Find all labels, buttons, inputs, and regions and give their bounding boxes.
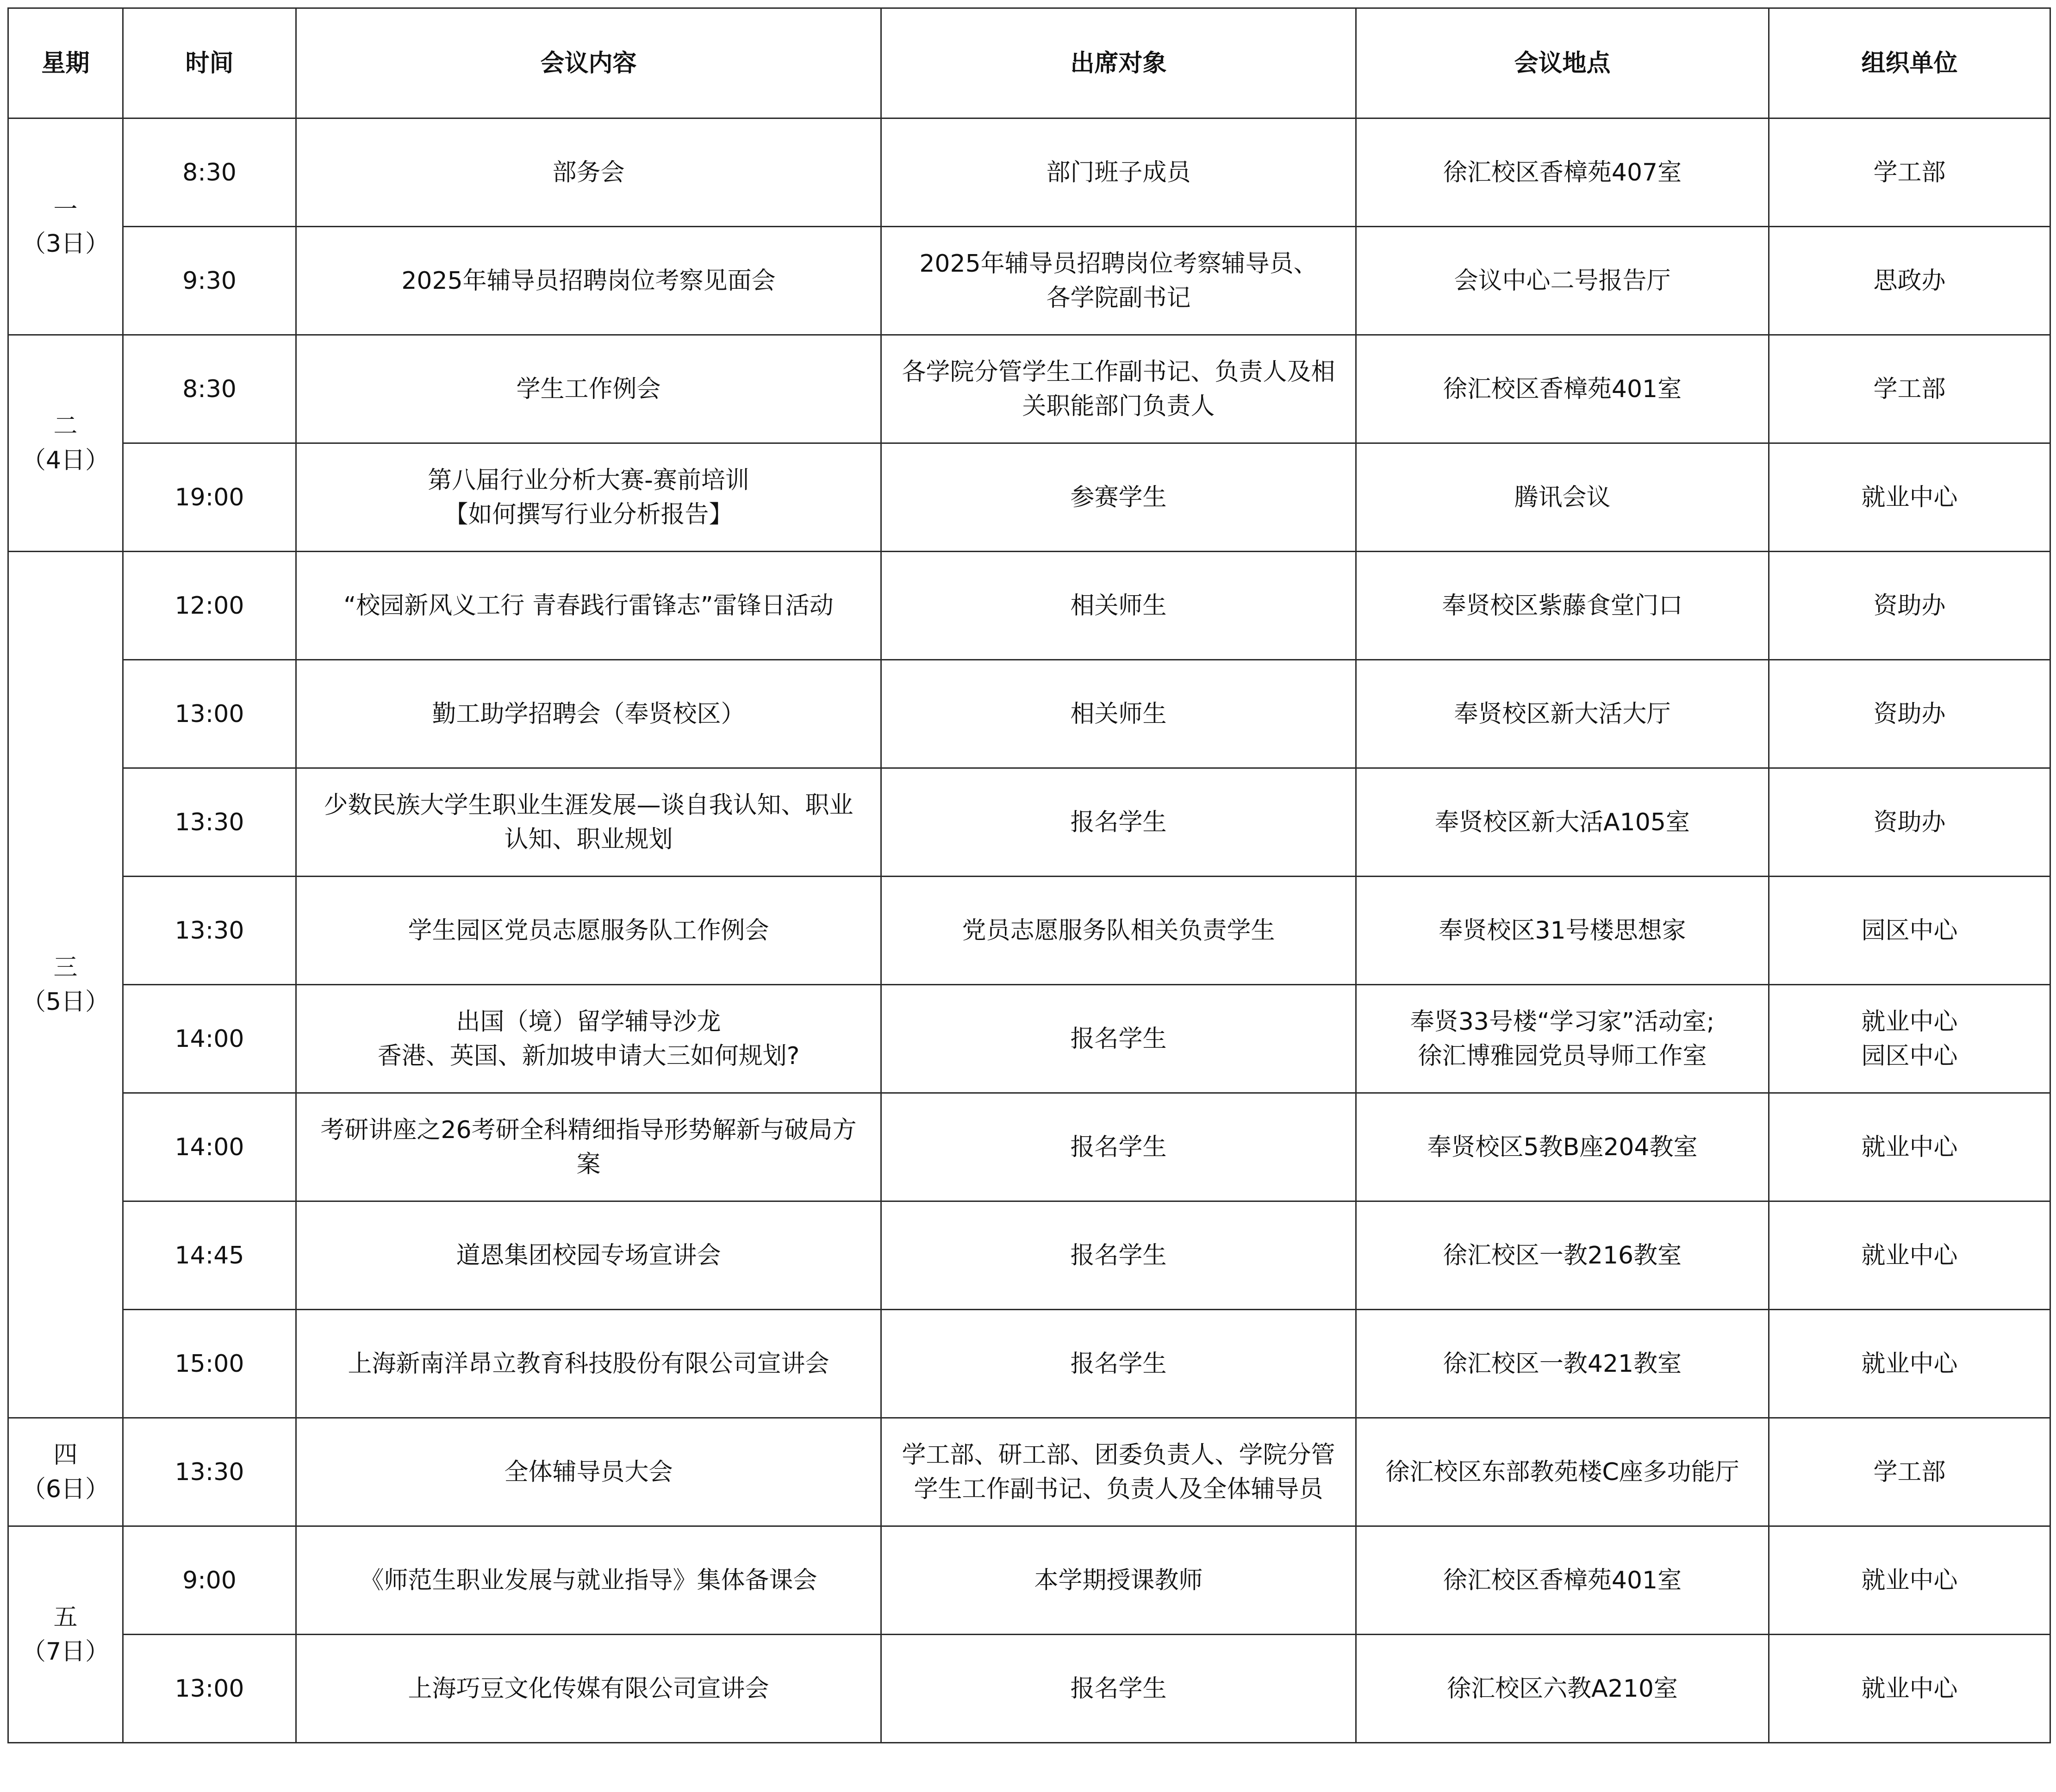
attendees-cell	[881, 1093, 1356, 1201]
location-cell	[1356, 1310, 1769, 1418]
content-cell	[296, 1093, 881, 1201]
attendees-cell	[881, 877, 1356, 985]
content-cell	[296, 1201, 881, 1310]
content-line: 考研讲座之26考研全科精细指导形势解新与破局方	[320, 1116, 857, 1144]
time-cell: 13:30	[123, 1418, 296, 1526]
weekday-name: 五	[53, 1603, 78, 1631]
location-cell	[1356, 227, 1769, 335]
location-cell	[1356, 1526, 1769, 1635]
time-cell: 13:30	[123, 768, 296, 877]
location-line: 腾讯会议	[1514, 483, 1611, 511]
location-cell	[1356, 660, 1769, 768]
location-cell	[1356, 118, 1769, 227]
organizer-line: 园区中心	[1861, 916, 1958, 945]
time-cell: 14:00	[123, 985, 296, 1093]
organizer-line: 资助办	[1873, 591, 1946, 620]
content-line: 【如何撰写行业分析报告】	[444, 500, 733, 529]
time-cell: 13:30	[123, 877, 296, 985]
location-line: 奉贤校区紫藤食堂门口	[1442, 591, 1683, 620]
organizer-line: 思政办	[1873, 267, 1946, 295]
content-cell	[296, 443, 881, 552]
location-cell	[1356, 1093, 1769, 1201]
attendees-cell	[881, 1310, 1356, 1418]
location-cell	[1356, 768, 1769, 877]
location-line: 奉贤校区5教B座204教室	[1427, 1133, 1698, 1161]
organizer-cell	[1769, 1635, 2050, 1743]
table-row	[8, 985, 2050, 1093]
organizer-cell	[1769, 1526, 2050, 1635]
content-cell	[296, 118, 881, 227]
table-row	[8, 1418, 2050, 1526]
time-cell: 14:00	[123, 1093, 296, 1201]
location-line: 徐汇博雅园党员导师工作室	[1418, 1042, 1707, 1070]
location-line: 奉贤校区新大活A105室	[1435, 808, 1690, 836]
attendees-cell	[881, 768, 1356, 877]
table-row	[8, 1526, 2050, 1635]
content-cell	[296, 335, 881, 443]
organizer-line: 就业中心	[1861, 1566, 1958, 1594]
content-line: 学生工作例会	[516, 375, 661, 403]
table-row	[8, 1093, 2050, 1201]
organizer-line: 学工部	[1873, 1458, 1946, 1486]
table-row	[8, 1310, 2050, 1418]
location-cell	[1356, 1201, 1769, 1310]
location-cell	[1356, 1418, 1769, 1526]
header-time: 时间	[123, 8, 296, 118]
organizer-line: 学工部	[1873, 375, 1946, 403]
organizer-line: 就业中心	[1861, 483, 1958, 511]
attendees-line: 相关师生	[1070, 700, 1167, 728]
content-cell	[296, 1418, 881, 1526]
organizer-line: 园区中心	[1861, 1042, 1958, 1070]
location-line: 徐汇校区香樟苑401室	[1443, 1566, 1682, 1594]
table-row	[8, 768, 2050, 877]
attendees-line: 2025年辅导员招聘岗位考察辅导员、	[919, 249, 1318, 278]
content-line: 上海巧豆文化传媒有限公司宣讲会	[408, 1674, 769, 1703]
content-line: 道恩集团校园专场宣讲会	[456, 1241, 721, 1269]
attendees-line: 关职能部门负责人	[1022, 392, 1215, 420]
time-cell: 19:00	[123, 443, 296, 552]
content-line: “校园新风义工行 青春践行雷锋志”雷锋日活动	[343, 591, 834, 620]
location-cell	[1356, 1635, 1769, 1743]
location-line: 徐汇校区香樟苑401室	[1443, 375, 1682, 403]
weekday-cell	[8, 552, 123, 1418]
weekday-date: （4日）	[21, 446, 110, 474]
table-row	[8, 552, 2050, 660]
organizer-cell	[1769, 1093, 2050, 1201]
content-line: 少数民族大学生职业生涯发展—谈自我认知、职业	[324, 791, 854, 819]
location-line: 会议中心二号报告厅	[1454, 267, 1671, 295]
organizer-cell	[1769, 118, 2050, 227]
attendees-line: 相关师生	[1070, 591, 1167, 620]
weekday-cell	[8, 335, 123, 552]
time-cell: 12:00	[123, 552, 296, 660]
organizer-cell	[1769, 552, 2050, 660]
content-cell	[296, 1310, 881, 1418]
time-cell: 8:30	[123, 118, 296, 227]
attendees-cell	[881, 660, 1356, 768]
content-line: 第八届行业分析大赛-赛前培训	[428, 466, 749, 494]
table-row	[8, 1635, 2050, 1743]
weekday-date: （5日）	[21, 988, 110, 1016]
organizer-cell	[1769, 227, 2050, 335]
attendees-cell	[881, 1526, 1356, 1635]
content-cell	[296, 1635, 881, 1743]
weekday-name: 一	[53, 195, 78, 224]
table-row	[8, 335, 2050, 443]
attendees-line: 部门班子成员	[1046, 158, 1191, 187]
content-line: 上海新南洋昂立教育科技股份有限公司宣讲会	[348, 1350, 829, 1378]
time-cell: 13:00	[123, 660, 296, 768]
weekday-name: 四	[53, 1441, 78, 1469]
organizer-line: 就业中心	[1861, 1674, 1958, 1703]
organizer-cell	[1769, 1201, 2050, 1310]
attendees-line: 本学期授课教师	[1034, 1566, 1203, 1594]
time-cell: 8:30	[123, 335, 296, 443]
schedule-body	[8, 118, 2050, 1743]
organizer-cell	[1769, 660, 2050, 768]
weekday-date: （7日）	[21, 1637, 110, 1666]
content-cell	[296, 985, 881, 1093]
header-weekday: 星期	[8, 8, 123, 118]
table-row	[8, 443, 2050, 552]
content-cell	[296, 877, 881, 985]
content-cell	[296, 552, 881, 660]
location-line: 徐汇校区一教421教室	[1443, 1350, 1682, 1378]
attendees-line: 党员志愿服务队相关负责学生	[962, 916, 1275, 945]
organizer-line: 学工部	[1873, 158, 1946, 187]
content-cell	[296, 660, 881, 768]
attendees-line: 报名学生	[1070, 1350, 1167, 1378]
weekday-date: （6日）	[21, 1475, 110, 1503]
attendees-cell	[881, 227, 1356, 335]
time-cell: 9:00	[123, 1526, 296, 1635]
content-line: 全体辅导员大会	[504, 1458, 673, 1486]
attendees-line: 报名学生	[1070, 1241, 1167, 1269]
attendees-cell	[881, 552, 1356, 660]
table-row	[8, 877, 2050, 985]
header-location: 会议地点	[1356, 8, 1769, 118]
content-line: 认知、职业规划	[504, 825, 673, 853]
attendees-cell	[881, 335, 1356, 443]
content-line: 出国（境）留学辅导沙龙	[456, 1008, 721, 1036]
table-row	[8, 660, 2050, 768]
table-row	[8, 118, 2050, 227]
content-line: 2025年辅导员招聘岗位考察见面会	[401, 267, 776, 295]
organizer-cell	[1769, 1310, 2050, 1418]
location-cell	[1356, 552, 1769, 660]
header-attendees: 出席对象	[881, 8, 1356, 118]
attendees-line: 学生工作副书记、负责人及全体辅导员	[914, 1475, 1323, 1503]
time-cell: 13:00	[123, 1635, 296, 1743]
attendees-line: 报名学生	[1070, 808, 1167, 836]
location-line: 奉贤校区31号楼思想家	[1439, 916, 1686, 945]
meeting-schedule-table	[7, 7, 2051, 1743]
weekday-name: 二	[53, 412, 78, 440]
attendees-line: 报名学生	[1070, 1133, 1167, 1161]
content-line: 《师范生职业发展与就业指导》集体备课会	[360, 1566, 817, 1594]
organizer-line: 资助办	[1873, 700, 1946, 728]
attendees-cell	[881, 1201, 1356, 1310]
attendees-line: 学工部、研工部、团委负责人、学院分管	[902, 1441, 1335, 1469]
content-line: 部务会	[552, 158, 625, 187]
attendees-cell	[881, 443, 1356, 552]
location-cell	[1356, 985, 1769, 1093]
content-line: 案	[576, 1150, 601, 1178]
location-line: 奉贤33号楼“学习家”活动室;	[1410, 1008, 1715, 1036]
attendees-cell	[881, 985, 1356, 1093]
header-row	[8, 8, 2050, 118]
table-row	[8, 1201, 2050, 1310]
organizer-cell	[1769, 768, 2050, 877]
weekday-cell	[8, 1418, 123, 1526]
organizer-line: 就业中心	[1861, 1350, 1958, 1378]
location-cell	[1356, 335, 1769, 443]
header-content: 会议内容	[296, 8, 881, 118]
organizer-cell	[1769, 985, 2050, 1093]
organizer-line: 就业中心	[1861, 1008, 1958, 1036]
content-line: 学生园区党员志愿服务队工作例会	[408, 916, 769, 945]
attendees-line: 各学院分管学生工作副书记、负责人及相	[902, 358, 1335, 386]
organizer-cell	[1769, 335, 2050, 443]
attendees-line: 报名学生	[1070, 1025, 1167, 1053]
location-line: 徐汇校区东部教苑楼C座多功能厅	[1385, 1458, 1739, 1486]
content-cell	[296, 1526, 881, 1635]
organizer-cell	[1769, 443, 2050, 552]
table-row	[8, 227, 2050, 335]
attendees-line: 报名学生	[1070, 1674, 1167, 1703]
attendees-cell	[881, 1418, 1356, 1526]
time-cell: 15:00	[123, 1310, 296, 1418]
location-cell	[1356, 443, 1769, 552]
weekday-cell	[8, 1526, 123, 1743]
time-cell: 14:45	[123, 1201, 296, 1310]
location-line: 徐汇校区一教216教室	[1443, 1241, 1682, 1269]
weekday-cell	[8, 118, 123, 335]
organizer-cell	[1769, 877, 2050, 985]
location-line: 徐汇校区香樟苑407室	[1443, 158, 1682, 187]
content-line: 香港、英国、新加坡申请大三如何规划?	[377, 1042, 800, 1070]
attendees-line: 各学院副书记	[1046, 284, 1191, 312]
weekday-name: 三	[53, 953, 78, 982]
attendees-cell	[881, 1635, 1356, 1743]
attendees-cell	[881, 118, 1356, 227]
header-organizer: 组织单位	[1769, 8, 2050, 118]
organizer-line: 资助办	[1873, 808, 1946, 836]
weekday-date: （3日）	[21, 230, 110, 258]
content-cell	[296, 768, 881, 877]
location-line: 徐汇校区六教A210室	[1447, 1674, 1678, 1703]
location-cell	[1356, 877, 1769, 985]
organizer-line: 就业中心	[1861, 1133, 1958, 1161]
attendees-line: 参赛学生	[1070, 483, 1167, 511]
organizer-cell	[1769, 1418, 2050, 1526]
time-cell: 9:30	[123, 227, 296, 335]
location-line: 奉贤校区新大活大厅	[1454, 700, 1671, 728]
content-line: 勤工助学招聘会（奉贤校区）	[432, 700, 745, 728]
content-cell	[296, 227, 881, 335]
organizer-line: 就业中心	[1861, 1241, 1958, 1269]
